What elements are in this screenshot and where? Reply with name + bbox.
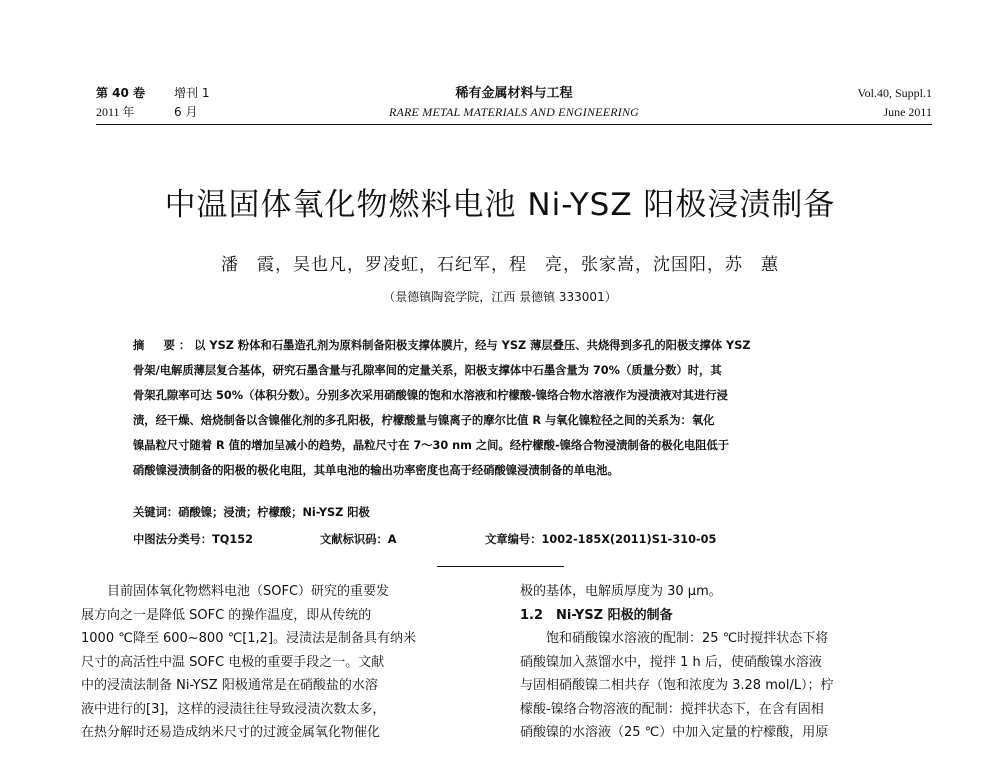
abstract-line: 骨架孔隙率可达 50%（体积分数）。分别多次采用硝酸镍的饱和水溶液和柠檬酸-镍络合物水溶液作为浸渍液对其进行浸 [133,389,728,402]
journal-name-cn: 稀有金属材料与工程 [455,86,573,101]
section-heading: 1.2 Ni-YSZ 阳极的制备 [520,607,673,623]
doc-label: 文献标识码： [320,533,388,546]
abstract-label: 摘 要： [133,339,195,352]
doc-code [320,531,397,547]
abstract-line: 骨架/电解质薄层复合基体，研究石墨含量与孔隙率间的定量关系，阳极支撑体中石墨含量为 70%（质量分数）时，其 [133,364,722,377]
issue-label: 增刊 1 [174,86,210,100]
article-authors: 潘 霞，吴也凡，罗凌虹，石纪军，程 亮，张家嵩，沈国阳，苏 蕙 [221,255,779,275]
abstract [133,333,887,483]
body-line: 目前固体氧化物燃料电池（SOFC）研究的重要发 [107,584,390,599]
volume-en: Vol.40, Suppl.1 [857,86,932,100]
header-date-info [858,84,932,122]
keywords-label: 关键词： [133,506,179,519]
abstract-line: 硝酸镍浸渍制备的阳极的极化电阻，其单电池的输出功率密度也高于经硝酸镍浸渍制备的单电池。 [133,464,619,477]
clc-value: TQ152 [212,533,253,546]
body-line: 1000 ℃降至 600~800 ℃[1,2]。浸渍法是制备具有纳米 [81,631,417,646]
journal-name [96,84,932,122]
art-label: 文章编号： [485,533,542,546]
header-divider [96,124,932,125]
running-header [96,84,932,122]
article-affiliation: （景德镇陶瓷学院，江西 景德镇 333001） [383,290,617,304]
body-line: 尺寸的高活性中温 SOFC 电极的重要手段之一。文献 [81,654,385,670]
month-label: 6 月 [174,105,198,119]
body-line: 硝酸镍加入蒸馏水中，搅拌 1 h 后，使硝酸镍水溶液 [520,654,822,670]
body-line: 与固相硝酸镍二相共存（饱和浓度为 3.28 mol/L）；柠 [520,678,834,693]
body-line: 展方向之一是降低 SOFC 的操作温度，即从传统的 [81,607,372,623]
year-label: 2011 年 [96,105,135,119]
abstract-line: 摘 要：以 YSZ 粉体和石墨造孔剂为原料制备阳极支撑体膜片，经与 YSZ 薄层叠压、共烧得到多孔的阳极支撑体 YSZ [133,339,751,352]
doc-value: A [387,533,397,546]
classification-row [133,531,253,547]
body-line: 在热分解时还易造成纳米尺寸的过渡金属氧化物催化 [81,725,381,740]
journal-name-en: RARE METAL MATERIALS AND ENGINEERING [388,105,640,119]
clc-label: 中图法分类号： [133,533,213,546]
body-line: 饱和硝酸镍水溶液的配制：25 ℃时搅拌状态下将 [546,631,829,646]
article-title: 中温固体氧化物燃料电池 Ni-YSZ 阳极浸渍制备 [164,187,836,223]
body-line: 檬酸-镍络合物溶液的配制：搅拌状态下，在含有固相 [520,701,824,717]
art-value: 1002-185X(2011)S1-310-05 [541,533,717,546]
abstract-line: 镍晶粒尺寸随着 R 值的增加呈减小的趋势，晶粒尺寸在 7～30 nm 之间。经柠檬酸-镍络合物浸渍制备的极化电阻低于 [133,439,730,452]
body-line: 极的基体，电解质厚度为 30 μm。 [520,584,722,599]
abstract-line: 渍，经干燥、焙烧制备以含镍催化剂的多孔阳极，柠檬酸量与镍离子的摩尔比值 R 与氧化镍粒径之间的关系为：氧化 [133,414,715,427]
date-en: June 2011 [883,105,932,119]
body-column-left [81,580,493,745]
body-column-right [520,580,936,745]
keywords-value: 硝酸镍；浸渍；柠檬酸；Ni-YSZ 阳极 [178,506,370,519]
keywords [133,504,370,520]
article-number [485,531,716,547]
body-line: 中的浸渍法制备 Ni-YSZ 阳极通常是在硝酸盐的水溶 [81,678,378,693]
volume-label: 第 40 卷 [96,86,146,100]
body-line: 硝酸镍的水溶液（25 ℃）中加入定量的柠檬酸，用原 [520,725,829,740]
abstract-divider [437,566,564,567]
body-line: 液中进行的[3]，这样的浸渍往往导致浸渍次数太多， [81,701,386,717]
